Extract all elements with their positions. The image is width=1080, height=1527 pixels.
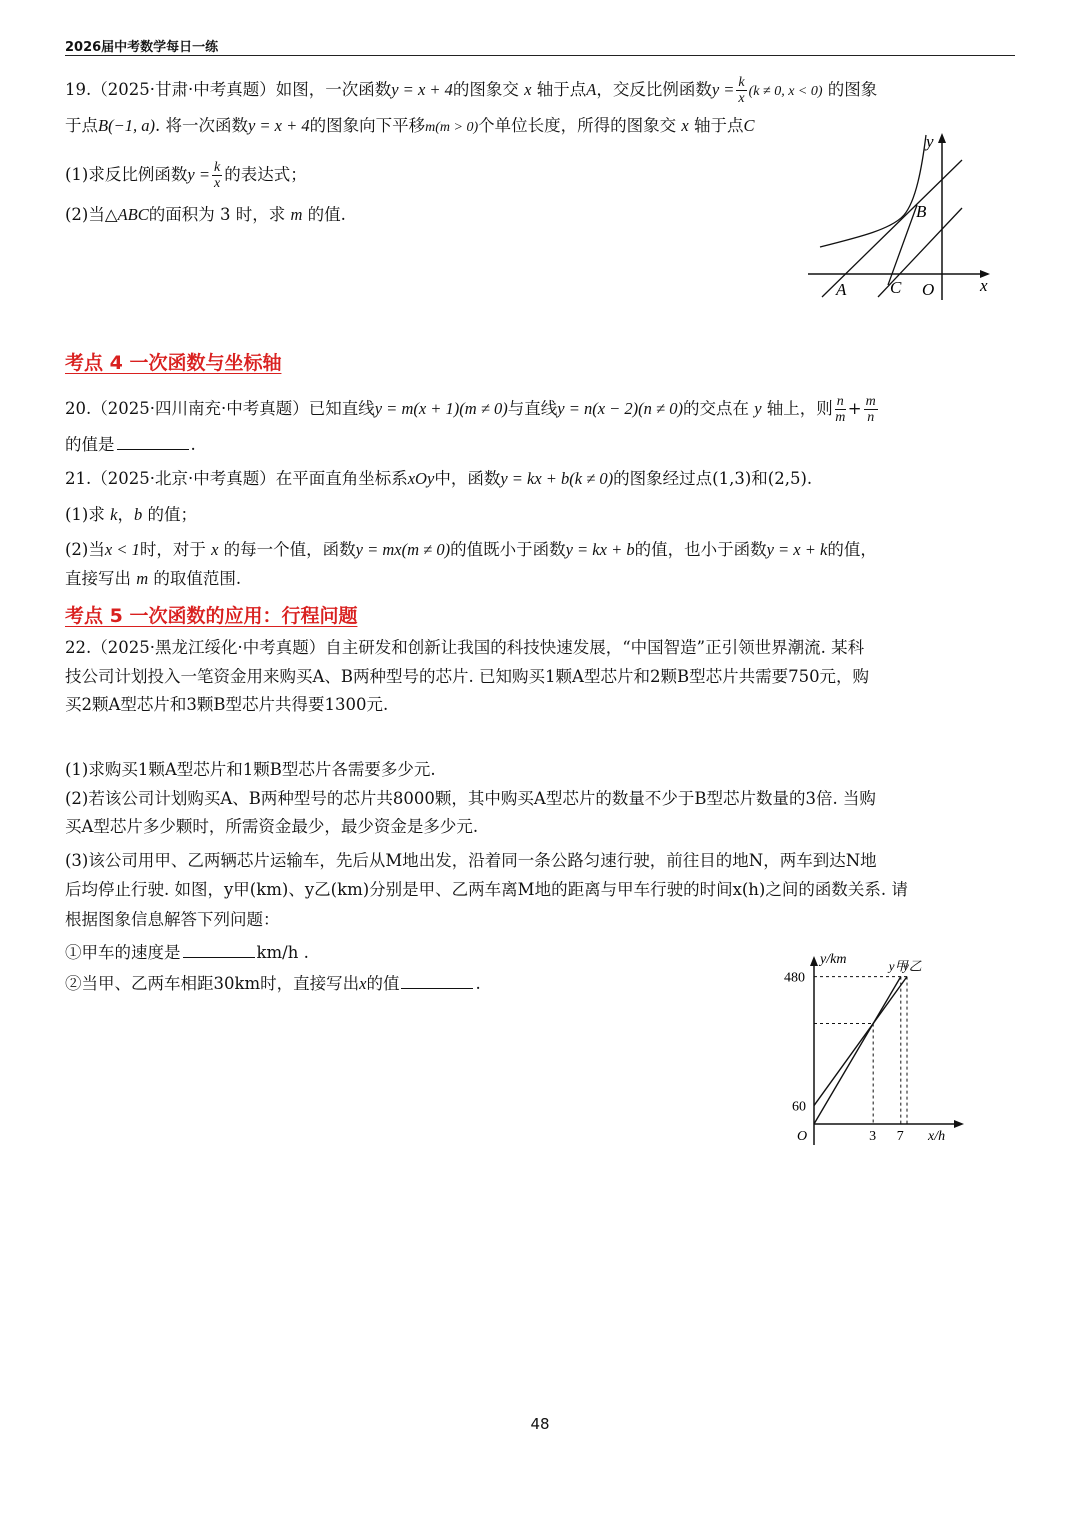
chart-y-tick-60: 60 [792, 1099, 806, 1115]
series-label-jia: y甲 [888, 958, 908, 974]
q22-line2: 技公司计划投入一笔资金用来购买A、B两种型号的芯片. 已知购买1颗A型芯片和2颗B型芯片共需要750元，购 [65, 667, 870, 686]
q22-distance-time-chart [770, 945, 970, 1155]
q20-fraction-n-m: $\frac{n}{m}$ [835, 394, 846, 425]
chart-y-axis-arrow [810, 956, 818, 966]
q19-part1: (1)求反比例函数y = $\frac{k}{x}$ 的表达式； [65, 160, 307, 191]
q22-line1: 22.（2025·黑龙江绥化·中考真题）自主研发和创新让我国的科技快速发展，“中国智造”正引领世界潮流. 某科 [65, 638, 865, 657]
graph-point-C: C [890, 278, 902, 297]
header-divider [65, 55, 1015, 56]
q22-speed-blank[interactable] [183, 941, 255, 958]
chart-y-axis-label: y/km [820, 952, 847, 967]
q19-fraction: $\frac{k}{x}$ [738, 75, 745, 106]
graph-point-B: B [916, 202, 927, 221]
q19-graph [800, 125, 1000, 305]
q20-line1: 20.（2025·四川南充·中考真题）已知直线y = m(x + 1)(m ≠ 0)与直线y = n(x − 2)(n ≠ 0)的交点在 y 轴上，则 $\frac{n}{m}$ + $\frac{m}{n}$ [65, 394, 876, 425]
q19-part2: (2)当△ABC的面积为 3 时，求 m 的值. [65, 205, 346, 224]
q21-part2-line1: (2)当x < 1时，对于 x 的每一个值，函数y = mx(m ≠ 0)的值既小于函数y = kx + b的值，也小于函数y = x + k的值， [65, 540, 877, 559]
chart-x-tick-7: 7 [896, 1129, 904, 1144]
chart-y-tick-480: 480 [784, 970, 805, 986]
chart-x-axis-arrow [954, 1120, 964, 1128]
q22-part1: (1)求购买1颗A型芯片和1颗B型芯片各需要多少元. [65, 760, 436, 779]
page-header: 2026届中考数学每日一练 [65, 40, 219, 55]
q22-line3: 买2颗A型芯片和3颗B型芯片共得要1300元. [65, 695, 389, 714]
series-line-yi [814, 977, 907, 1106]
hyperbola-curve [820, 135, 926, 247]
q22-part3-line1: (3)该公司用甲、乙两辆芯片运输车，先后从M地出发，沿着同一条公路匀速行驶，前往目的地N，两车到达N地 [65, 851, 877, 870]
q20-fraction-m-n: $\frac{m}{n}$ [865, 394, 876, 425]
series-line-jia [814, 977, 901, 1124]
section-5-title: 考点 5 一次函数的应用：行程问题 [65, 605, 358, 627]
section-4-title: 考点 4 一次函数与坐标轴 [65, 352, 282, 374]
page-number: 48 [530, 1415, 550, 1433]
q22-part3-line3: 根据图象信息解答下列问题： [65, 910, 280, 929]
series-label-yi: y乙 [903, 958, 922, 974]
graph-point-A: A [836, 280, 847, 299]
chart-x-axis-label: x/h [928, 1129, 946, 1144]
q22-part2-line2: 买A型芯片多少颗时，所需资金最少，最少资金是多少元. [65, 817, 479, 836]
q22-part2-line1: (2)若该公司计划购买A、B两种型号的芯片共8000颗，其中购买A型芯片的数量不少于B型芯片数量的3倍. 当购 [65, 789, 876, 808]
q20-line2: 的值是 . [65, 435, 196, 454]
q20-answer-blank[interactable] [117, 433, 189, 450]
graph-x-label: x [980, 276, 988, 295]
q22-sub1: ①甲车的速度是 km/h . [65, 943, 309, 962]
q19-line1: 19.（2025·甘肃·中考真题）如图，一次函数y = x + 4的图象交 x 轴于点A，交反比例函数y = $\frac{k}{x}$ (k ≠ 0, x < 0) 的图象 [65, 75, 878, 106]
q21-line1: 21.（2025·北京·中考真题）在平面直角坐标系xOy中，函数y = kx + b(k ≠ 0)的图象经过点(1,3)和(2,5). [65, 469, 813, 488]
chart-x-tick-3: 3 [869, 1129, 877, 1144]
graph-y-label: y [926, 132, 934, 151]
q22-sub2: ②当甲、乙两车相距30km时，直接写出x的值 . [65, 974, 481, 993]
y-axis-arrow [938, 133, 946, 143]
graph-origin: O [922, 280, 935, 299]
q22-x-blank[interactable] [401, 972, 473, 989]
q21-part2-line2: 直接写出 m 的取值范围. [65, 569, 242, 588]
line-y-x-plus-4 [822, 160, 962, 297]
q22-part3-line2: 后均停止行驶. 如图，y甲(km)、y乙(km)分别是甲、乙两车离M地的距离与甲车行驶的时间x(h)之间的函数关系. 请 [65, 880, 908, 899]
chart-x-tick-origin: O [797, 1129, 808, 1144]
q19-part1-fraction: $\frac{k}{x}$ [213, 160, 221, 191]
q19-line2: 于点B(−1, a). 将一次函数y = x + 4的图象向下平移m(m > 0)个单位长度，所得的图象交 x 轴于点C [65, 116, 755, 135]
q21-part1: (1)求 k，b 的值； [65, 505, 197, 524]
